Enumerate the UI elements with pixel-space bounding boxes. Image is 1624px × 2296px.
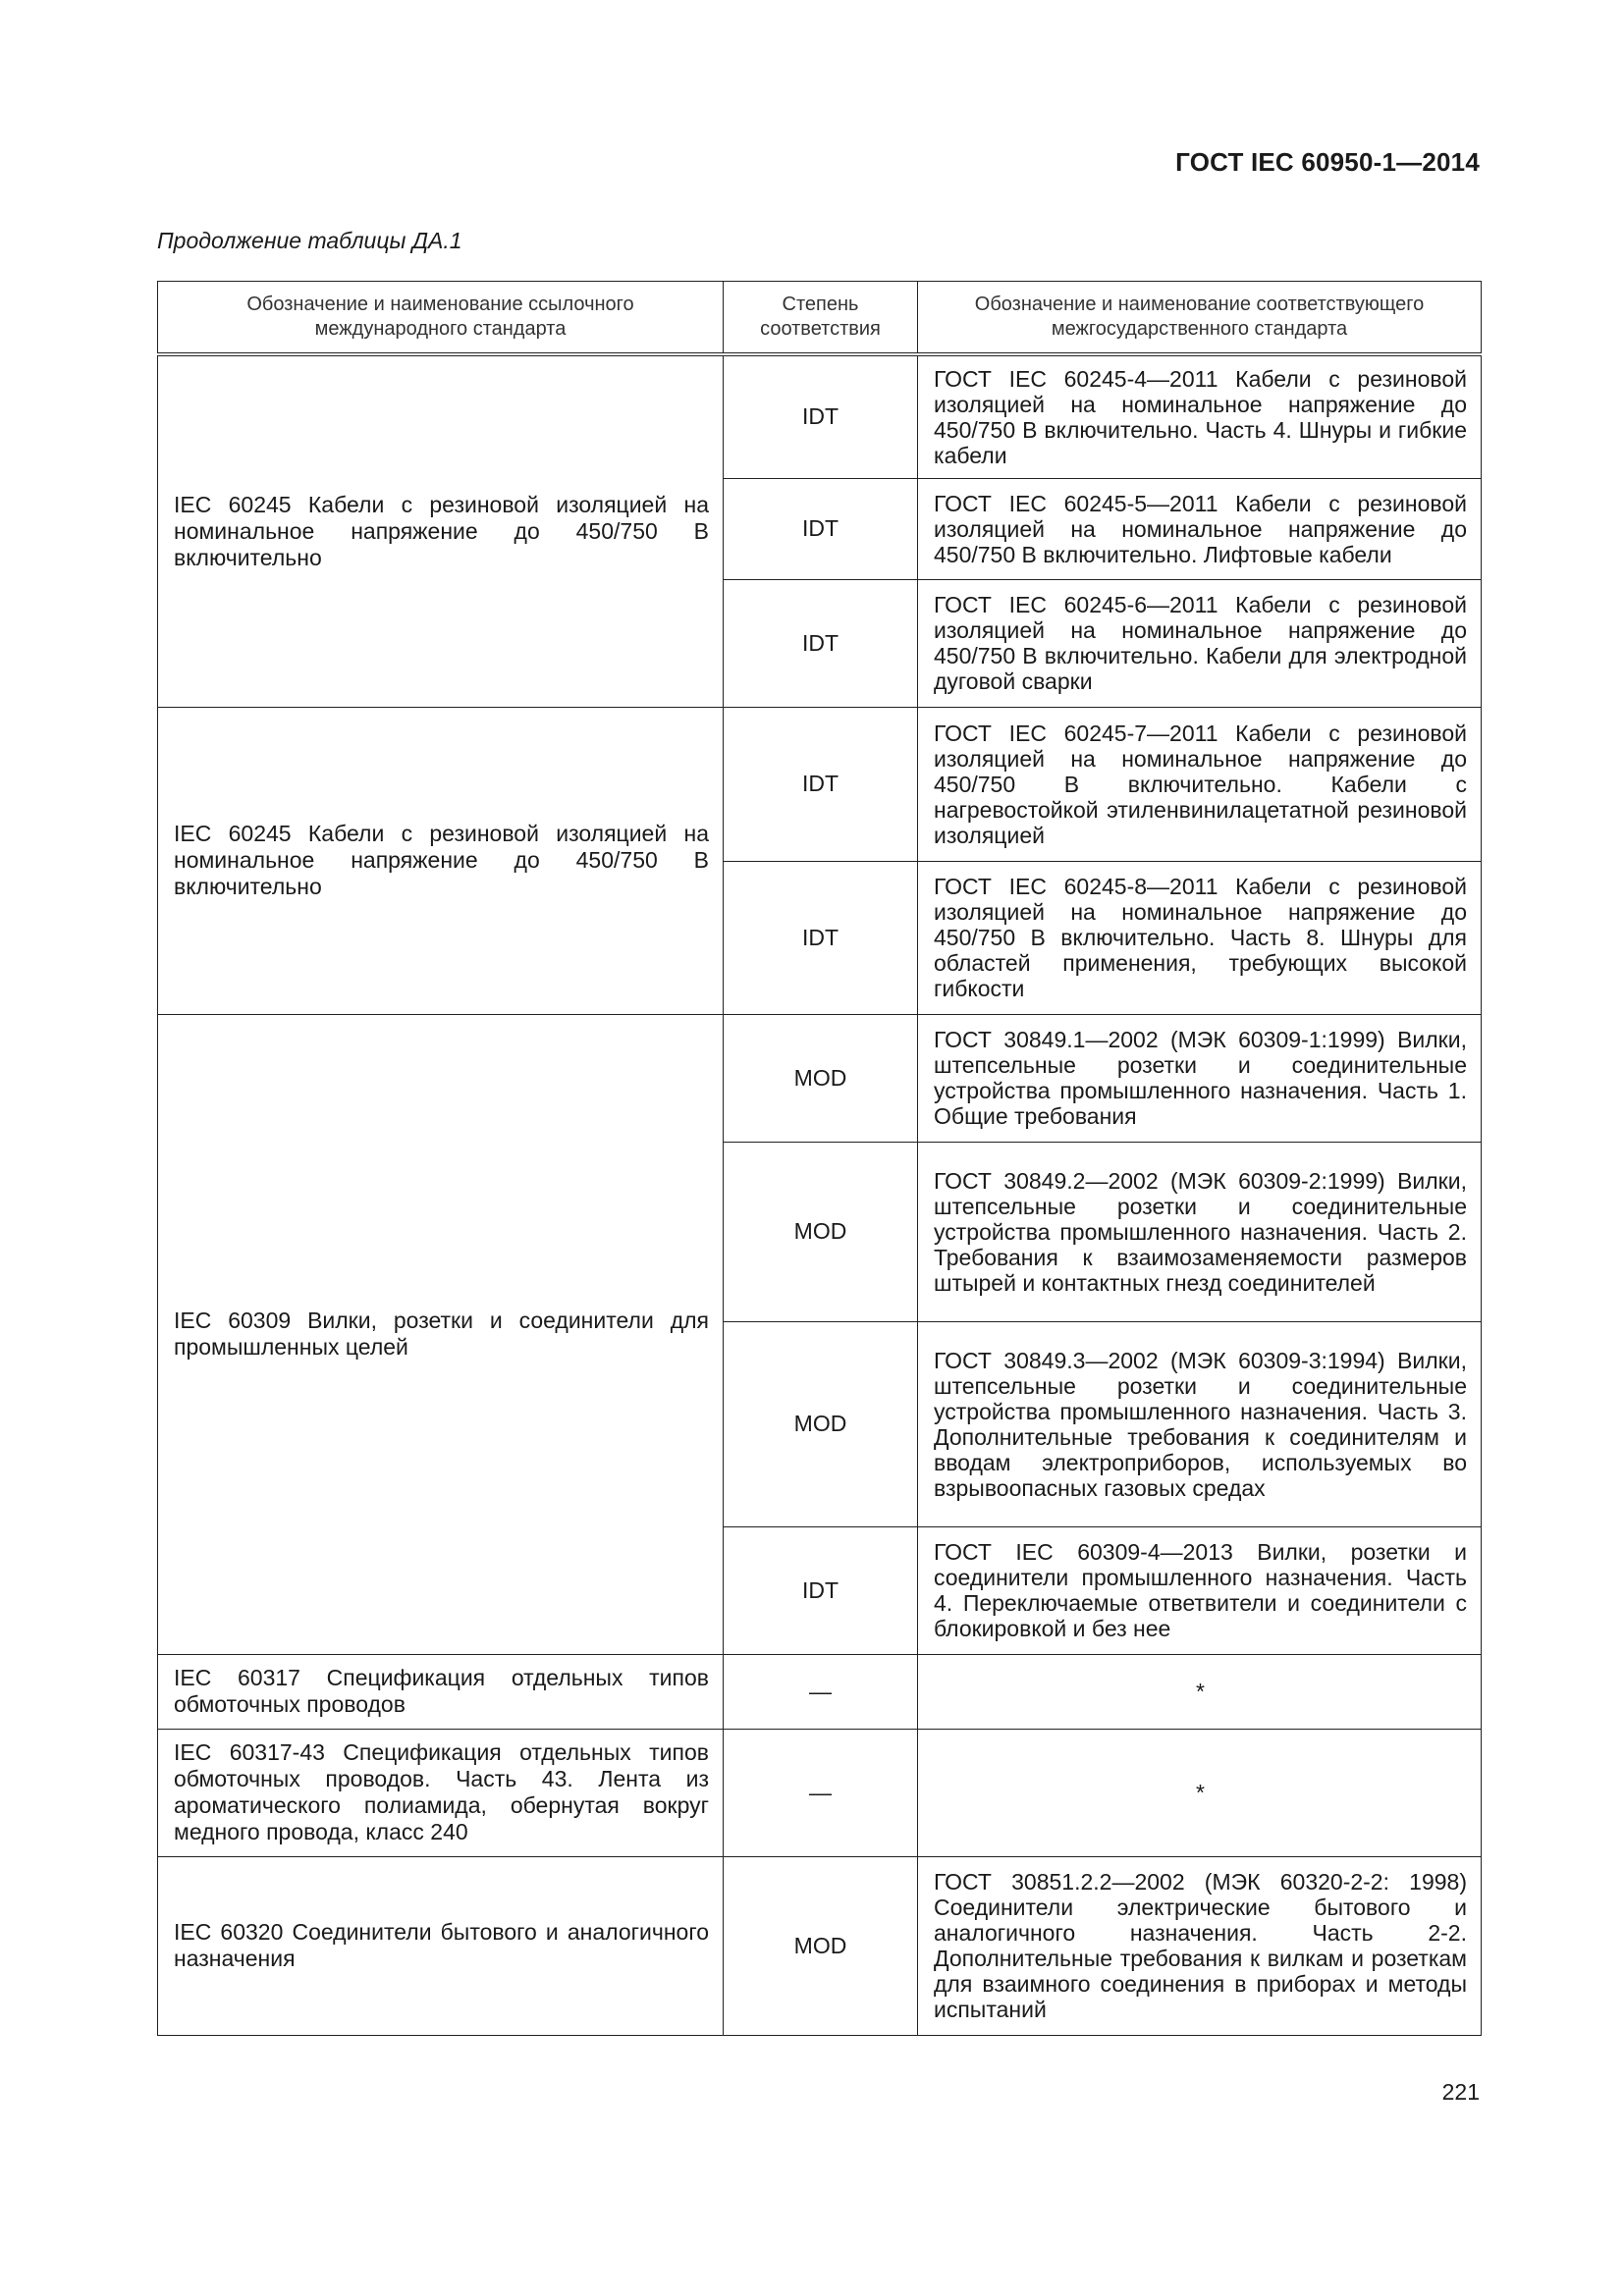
reference-standard-cell: IEC 60309 Вилки, розетки и соединители для промышленных целей xyxy=(158,1014,724,1654)
standards-table xyxy=(157,281,1482,2036)
table-row xyxy=(158,1654,1482,1729)
gost-standard-cell: * xyxy=(918,1654,1482,1729)
table-row xyxy=(158,1856,1482,2035)
degree-cell: — xyxy=(724,1729,918,1856)
column-header-reference: Обозначение и наименование ссылочного международного стандарта xyxy=(158,282,724,355)
degree-cell: IDT xyxy=(724,1526,918,1654)
gost-standard-cell: ГОСТ IEC 60245-8—2011 Кабели с резиновой изоляцией на номинальное напряжение до 450/750 В включительно. Часть 8. Шнуры для областей применения, требующих высокой гибкости xyxy=(918,861,1482,1014)
reference-standard-cell: IEC 60320 Соединители бытового и аналогичного назначения xyxy=(158,1856,724,2035)
degree-cell: MOD xyxy=(724,1321,918,1526)
column-header-gost: Обозначение и наименование соответствующего межгосударственного стандарта xyxy=(918,282,1482,355)
degree-cell: — xyxy=(724,1654,918,1729)
reference-standard-cell: IEC 60245 Кабели с резиновой изоляцией на номинальное напряжение до 450/750 В включительно xyxy=(158,354,724,707)
table-header-row xyxy=(158,282,1482,355)
gost-standard-cell: ГОСТ IEC 60245-5—2011 Кабели с резиновой изоляцией на номинальное напряжение до 450/750 В включительно. Лифтовые кабели xyxy=(918,478,1482,579)
degree-cell: IDT xyxy=(724,354,918,478)
degree-cell: IDT xyxy=(724,861,918,1014)
degree-cell: MOD xyxy=(724,1142,918,1321)
gost-standard-cell: ГОСТ IEC 60309-4—2013 Вилки, розетки и соединители промышленного назначения. Часть 4. Переключаемые ответвители и соединители с блокировкой и без нее xyxy=(918,1526,1482,1654)
gost-standard-cell: * xyxy=(918,1729,1482,1856)
table-row xyxy=(158,1729,1482,1856)
gost-standard-cell: ГОСТ IEC 60245-4—2011 Кабели с резиновой изоляцией на номинальное напряжение до 450/750 В включительно. Часть 4. Шнуры и гибкие кабели xyxy=(918,354,1482,478)
gost-standard-cell: ГОСТ 30851.2.2—2002 (МЭК 60320-2-2: 1998) Соединители электрические бытового и аналогичного назначения. Часть 2-2. Дополнительные требования к вилкам и розеткам для взаимного соединения в приборах и методы испытаний xyxy=(918,1856,1482,2035)
reference-standard-cell: IEC 60317-43 Спецификация отдельных типов обмоточных проводов. Часть 43. Лента из ароматического полиамида, обернутая вокруг медного провода, класс 240 xyxy=(158,1729,724,1856)
column-header-degree: Степень соответствия xyxy=(724,282,918,355)
degree-cell: IDT xyxy=(724,579,918,707)
document-header: ГОСТ IEC 60950-1—2014 xyxy=(1175,147,1480,177)
page-number: 221 xyxy=(1441,2079,1480,2105)
table-caption: Продолжение таблицы ДА.1 xyxy=(157,228,462,253)
reference-standard-cell: IEC 60245 Кабели с резиновой изоляцией на номинальное напряжение до 450/750 В включительно xyxy=(158,707,724,1014)
degree-cell: MOD xyxy=(724,1014,918,1142)
gost-standard-cell: ГОСТ 30849.1—2002 (МЭК 60309-1:1999) Вилки, штепсельные розетки и соединительные устройства промышленного назначения. Часть 1. Общие требования xyxy=(918,1014,1482,1142)
gost-standard-cell: ГОСТ 30849.3—2002 (МЭК 60309-3:1994) Вилки, штепсельные розетки и соединительные устройства промышленного назначения. Часть 3. Дополнительные требования к соединителям и вводам электроприборов, используемых во взрывоопасных газовых средах xyxy=(918,1321,1482,1526)
degree-cell: IDT xyxy=(724,478,918,579)
degree-cell: IDT xyxy=(724,707,918,861)
table-row xyxy=(158,1014,1482,1142)
gost-standard-cell: ГОСТ 30849.2—2002 (МЭК 60309-2:1999) Вилки, штепсельные розетки и соединительные устройства промышленного назначения. Часть 2. Требования к взаимозаменяемости размеров штырей и контактных гнезд соединителей xyxy=(918,1142,1482,1321)
gost-standard-cell: ГОСТ IEC 60245-7—2011 Кабели с резиновой изоляцией на номинальное напряжение до 450/750 В включительно. Кабели с нагревостойкой этиленвинилацетатной резиновой изоляцией xyxy=(918,707,1482,861)
degree-cell: MOD xyxy=(724,1856,918,2035)
gost-standard-cell: ГОСТ IEC 60245-6—2011 Кабели с резиновой изоляцией на номинальное напряжение до 450/750 В включительно. Кабели для электродной дуговой сварки xyxy=(918,579,1482,707)
table-row xyxy=(158,707,1482,861)
table-row xyxy=(158,354,1482,478)
reference-standard-cell: IEC 60317 Спецификация отдельных типов обмоточных проводов xyxy=(158,1654,724,1729)
